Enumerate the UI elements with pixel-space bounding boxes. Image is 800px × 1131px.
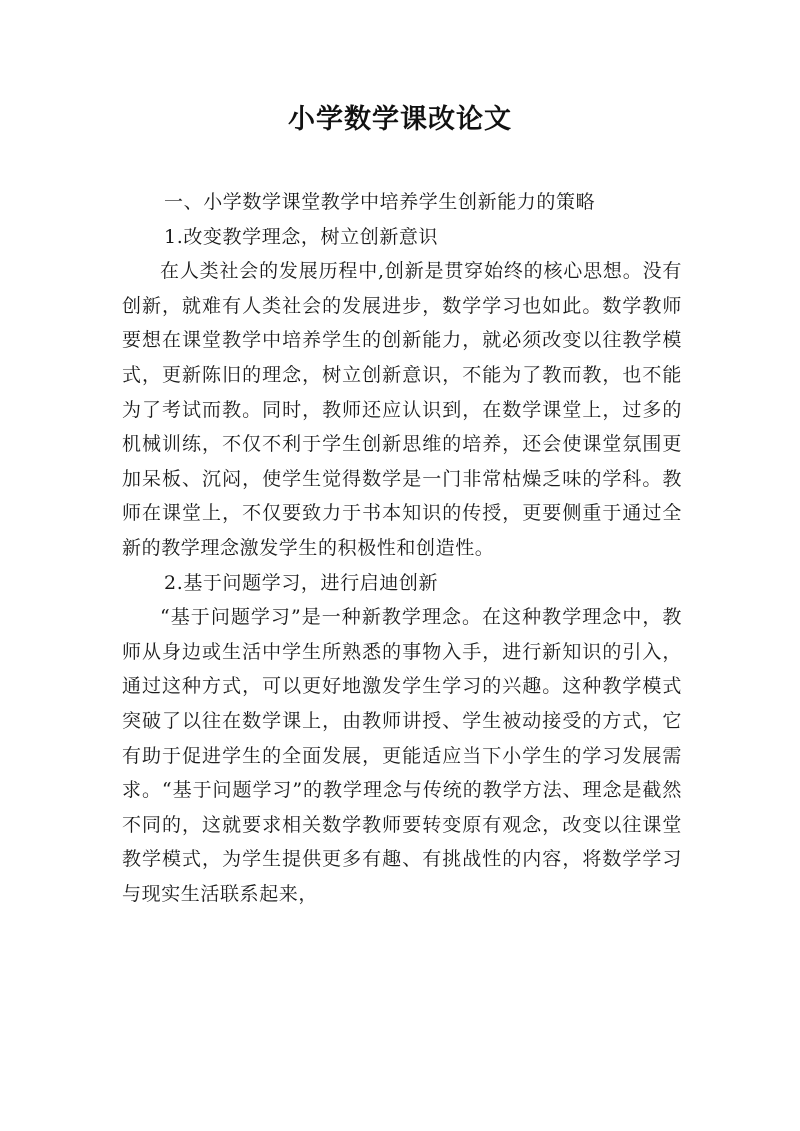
paragraph-2: “基于问题学习”是一种新教学理念。在这种教学理念中，教师从身边或生活中学生所熟悉的事物入手，进行新知识的引入，通过这种方式，可以更好地激发学生学习的兴趣。这种教学模式突破了以往在数学课上，由教师讲授、学生被动接受的方式，它有助于促进学生的全面发展，更能适应当下小学生的学习发展需求。“基于问题学习”的教学理念与传统的教学方法、理念是截然不同的，这就要求相关数学教师要转变原有观念，改变以往课堂教学模式，为学生提供更多有趣、有挑战性的内容，将数学学习与现实生活联系起来， (122, 606, 682, 905)
section-heading: 一、小学数学课堂教学中培养学生创新能力的策略 (164, 191, 596, 213)
document-title: 小学数学课改论文 (288, 104, 512, 135)
paragraph-1: 在人类社会的发展历程中,创新是贯穿始终的核心思想。没有创新，就难有人类社会的发展进步，数学学习也如此。数学教师要想在课堂教学中培养学生的创新能力，就必须改变以往教学模式，更新陈旧的理念，树立创新意识，不能为了教而教，也不能为了考试而教。同时，教师还应认识到，在数学课堂上，过多的机械训练，不仅不利于学生创新思维的培养，还会使课堂氛围更加呆板、沉闷，使学生觉得数学是一门非常枯燥乏味的学科。教师在课堂上，不仅要致力于书本知识的传授，更要侧重于通过全新的教学理念激发学生的积极性和创造性。 (122, 260, 682, 559)
subheading-1: 1.改变教学理念，树立创新意识 (164, 225, 439, 248)
subheading-2: 2.基于问题学习，进行启迪创新 (164, 571, 439, 594)
document-body (122, 185, 682, 911)
